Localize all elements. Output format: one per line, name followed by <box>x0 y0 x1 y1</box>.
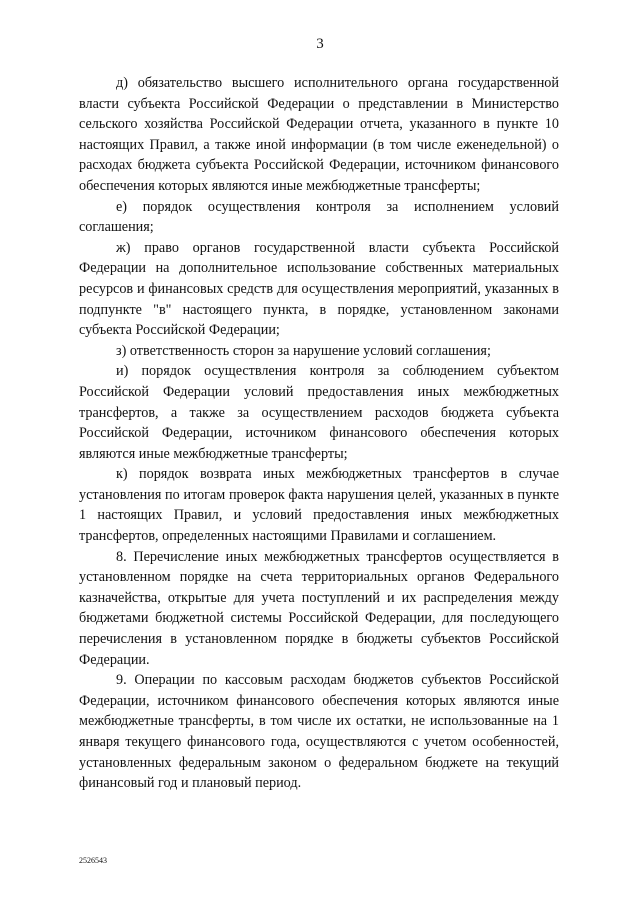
page-number: 3 <box>316 36 324 52</box>
document-body <box>79 73 559 794</box>
paragraph-zh: ж) право органов государственной власти субъекта Российской Федерации на дополнительное использование собственных материальных ресурсов и финансовых средств для осуществления мероприятий, указанных в подпункте "в" настоящего пункта, в порядке, установленном законами субъекта Российской Федерации; <box>79 239 559 339</box>
document-code: 2526543 <box>79 856 107 865</box>
paragraph-z: з) ответственность сторон за нарушение условий соглашения; <box>116 342 491 359</box>
paragraph-9: 9. Операции по кассовым расходам бюджетов субъектов Российской Федерации, источником финансового обеспечения которых являются иные межбюджетные трансферты, в том числе их остатки, не использованные на 1 января текущего финансового года, осуществляются с учетом особенностей, установленных федеральным законом о федеральном бюджете на текущий финансовый год и плановый период. <box>79 672 559 792</box>
paragraph-d: д) обязательство высшего исполнительного органа государственной власти субъекта Российской Федерации о представлении в Министерство сельского хозяйства Российской Федерации отчета, указанного в пункте 10 настоящих Правил, а также иной информации (в том числе еженедельной) о расходах бюджета субъекта Российской Федерации, источником финансового обеспечения которых являются иные межбюджетные трансферты; <box>79 75 559 194</box>
paragraph-i: и) порядок осуществления контроля за соблюдением субъектом Российской Федерации условий предоставления иных межбюджетных трансфертов, а также за осуществлением расходов бюджета субъекта Российской Федерации, источником финансового обеспечения которых являются иные межбюджетные трансферты; <box>79 363 559 462</box>
paragraph-8: 8. Перечисление иных межбюджетных трансфертов осуществляется в установленном порядке на счета территориальных органов Федерального казначейства, открытые для учета поступлений и их распределения между бюджетами бюджетной системы Российской Федерации, для последующего перечисления в установленном порядке в бюджеты субъектов Российской Федерации. <box>79 548 559 668</box>
paragraph-k: к) порядок возврата иных межбюджетных трансфертов в случае установления по итогам проверок факта нарушения целей, указанных в пункте 1 настоящих Правил, и условий предоставления иных межбюджетных трансфертов, определенных настоящими Правилами и соглашением. <box>79 466 559 545</box>
paragraph-e: е) порядок осуществления контроля за исполнением условий соглашения; <box>79 198 559 236</box>
